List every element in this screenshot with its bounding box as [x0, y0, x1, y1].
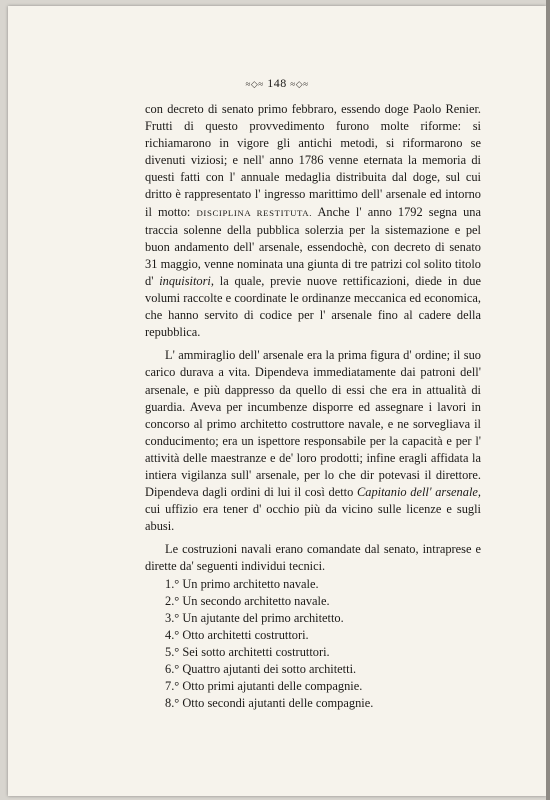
page-edge-shadow: [546, 0, 550, 800]
book-page: [8, 6, 546, 796]
body-text: [145, 101, 481, 712]
paragraph-2: L' ammiraglio dell' arsenale era la prima figura d' ordine; il suo carico durava a vita. Dipendeva immediatamente dai patroni dell' arsenale, e più dappresso da quello di essi che era in attualità di guardia. Aveva per incumbenze disporre ed assegnare i lavori in concorso al primo architetto costruttore navale, e ne sorvegliava il conducimento; era un ispettore responsabile per la capacità e per l' attività delle maestranze e de' loro prodotti; infine eragli affidata la intiera vigilanza sull' arsenale, per lo che dir potevasi il direttore. Dipendeva dagli ordini di lui il così detto Capitanio dell' arsenale, cui uffizio era tener d' occhio più da vicino sulle licenze e sugli abusi.: [145, 348, 481, 534]
paragraph-1: con decreto di senato primo febbraro, essendo doge Paolo Renier. Frutti di questo provvedimento furono molte riforme: si richiamarono in vigore gli antichi metodi, si riformarono se divenuti viziosi; e nell' anno 1786 venne eternata la memoria di questi fatti con l' annuale medaglia distribuita dal doge, sul cui dritto è rappresentato l' ingresso marittimo dell' arsenale ed intorno il motto: DISCIPLINA RESTITUTA. Anche l' anno 1792 segna una traccia solenne della pubblica solerzia per la sistemazione e pel buon andamento dell' arsenale, essendochè, con decreto di senato 31 maggio, venne nominata una giunta di tre patrizi col solito titolo d' inquisitori, la quale, previe nuove rettificazioni, diede in due volumi raccolte e coordinate le ordinanze meccanica ed economica, che hanno servito di codice per l' arsenale fino al cadere della repubblica.: [145, 102, 481, 340]
list-item: 6.° Quattro ajutanti dei sotto architetti.: [165, 662, 357, 676]
list-item: 4.° Otto architetti costruttori.: [165, 627, 309, 642]
paragraph-3: Le costruzioni navali erano comandate dal senato, intraprese e dirette da' seguenti individui tecnici.: [145, 542, 481, 574]
list-item: 3.° Un ajutante del primo architetto.: [165, 610, 344, 625]
header-ornament-left: ≈◇≈: [245, 79, 264, 89]
page-header: [8, 76, 546, 91]
list-item: 1.° Un primo architetto navale.: [165, 576, 319, 591]
motto: DISCIPLINA RESTITUTA.: [196, 207, 313, 218]
personnel-list: [145, 576, 481, 713]
list-item: 7.° Otto primi ajutanti delle compagnie.: [165, 679, 363, 694]
list-item: 2.° Un secondo architetto navale.: [165, 593, 330, 608]
italic-term: inquisitori,: [159, 273, 214, 288]
list-item: 5.° Sei sotto architetti costruttori.: [165, 644, 330, 659]
header-ornament-right: ≈◇≈: [290, 79, 309, 89]
italic-term: Capitanio dell' arsenale,: [357, 485, 481, 500]
list-item: 8.° Otto secondi ajutanti delle compagnie.: [165, 696, 374, 711]
page-number: 148: [267, 76, 287, 90]
